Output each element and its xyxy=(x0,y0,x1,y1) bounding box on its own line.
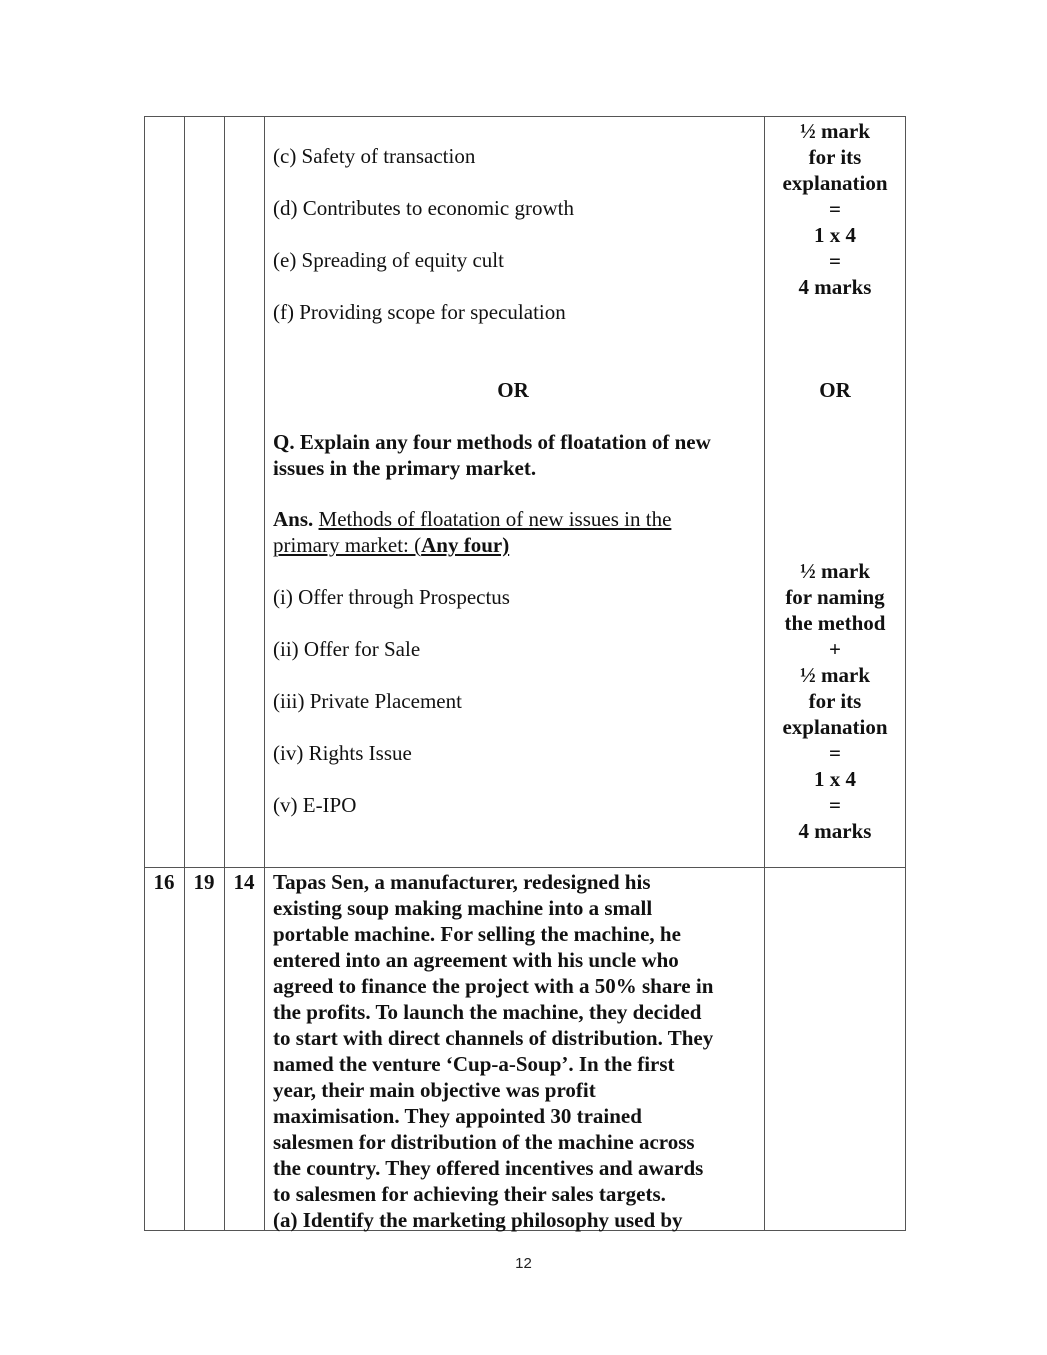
marking-scheme-top xyxy=(765,118,905,300)
case-study-question xyxy=(273,869,753,1233)
column-divider-3 xyxy=(264,116,265,1231)
marks-line: = xyxy=(829,741,841,765)
answer-point-e: (e) Spreading of equity cult xyxy=(273,248,504,272)
case-study-line: the profits. To launch the machine, they decided xyxy=(273,1000,702,1024)
marks-line: 4 marks xyxy=(798,275,872,299)
answer-heading-text: primary market: ( xyxy=(273,533,422,557)
method-item: (i) Offer through Prospectus xyxy=(273,585,510,609)
case-study-line: existing soup making machine into a small xyxy=(273,896,653,920)
case-study-line: maximisation. They appointed 30 trained xyxy=(273,1104,642,1128)
page-number: 12 xyxy=(515,1255,532,1272)
marks-line: the method xyxy=(784,611,886,635)
answer-heading xyxy=(273,506,671,532)
question-line: Q. Explain any four methods of floatation of new xyxy=(273,430,711,454)
or-separator-marks: OR xyxy=(819,378,851,402)
table-top-border xyxy=(144,116,906,117)
table-left-border xyxy=(144,116,145,1231)
question-line: issues in the primary market. xyxy=(273,456,537,480)
marks-line: = xyxy=(829,793,841,817)
answer-point-c: (c) Safety of transaction xyxy=(273,144,476,168)
case-study-line: Tapas Sen, a manufacturer, redesigned his xyxy=(273,870,651,894)
case-study-line: (a) Identify the marketing philosophy used by xyxy=(273,1208,683,1232)
marks-line: 4 marks xyxy=(798,819,872,843)
case-study-line: salesmen for distribution of the machine across xyxy=(273,1130,695,1154)
case-study-line: agreed to finance the project with a 50% share in xyxy=(273,974,714,998)
method-item: (ii) Offer for Sale xyxy=(273,637,421,661)
case-study-line: to salesmen for achieving their sales targets. xyxy=(273,1182,666,1206)
case-study-line: entered into an agreement with his uncle who xyxy=(273,948,679,972)
question-number-set-2: 19 xyxy=(193,870,215,894)
answer-heading-text: Methods of floatation of new issues in the xyxy=(318,507,672,531)
marks-line: explanation xyxy=(782,715,888,739)
case-study-line: portable machine. For selling the machine, he xyxy=(273,922,681,946)
case-study-line: named the venture ‘Cup-a-Soup’. In the first xyxy=(273,1052,675,1076)
marks-line: 1 x 4 xyxy=(814,223,856,247)
table-right-border xyxy=(905,116,906,1231)
method-item: (iii) Private Placement xyxy=(273,689,462,713)
any-four-note: Any four) xyxy=(421,533,510,557)
marks-line: explanation xyxy=(782,171,888,195)
marks-line: + xyxy=(829,637,841,661)
marks-line: for naming xyxy=(785,585,885,609)
method-item: (iv) Rights Issue xyxy=(273,741,412,765)
marks-line: = xyxy=(829,197,841,221)
answer-heading-continued xyxy=(273,532,509,558)
column-divider-2 xyxy=(224,116,225,1231)
marks-line: ½ mark xyxy=(800,559,870,583)
method-item: (v) E-IPO xyxy=(273,793,357,817)
answer-label: Ans. xyxy=(273,507,314,531)
marks-line: for its xyxy=(808,689,862,713)
case-study-line: to start with direct channels of distribution. They xyxy=(273,1026,714,1050)
marks-line: 1 x 4 xyxy=(814,767,856,791)
marks-line: ½ mark xyxy=(800,119,870,143)
case-study-line: year, their main objective was profit xyxy=(273,1078,596,1102)
question-number-set-1: 16 xyxy=(153,870,175,894)
or-separator: OR xyxy=(497,378,529,402)
question-number-set-3: 14 xyxy=(233,870,255,894)
answer-point-f: (f) Providing scope for speculation xyxy=(273,300,566,324)
answer-point-d: (d) Contributes to economic growth xyxy=(273,196,574,220)
row-divider xyxy=(144,867,906,868)
marks-line: for its xyxy=(808,145,862,169)
case-study-line: the country. They offered incentives and awards xyxy=(273,1156,704,1180)
marks-line: = xyxy=(829,249,841,273)
marks-line: ½ mark xyxy=(800,663,870,687)
column-divider-1 xyxy=(184,116,185,1231)
marking-scheme-bottom xyxy=(765,558,905,844)
